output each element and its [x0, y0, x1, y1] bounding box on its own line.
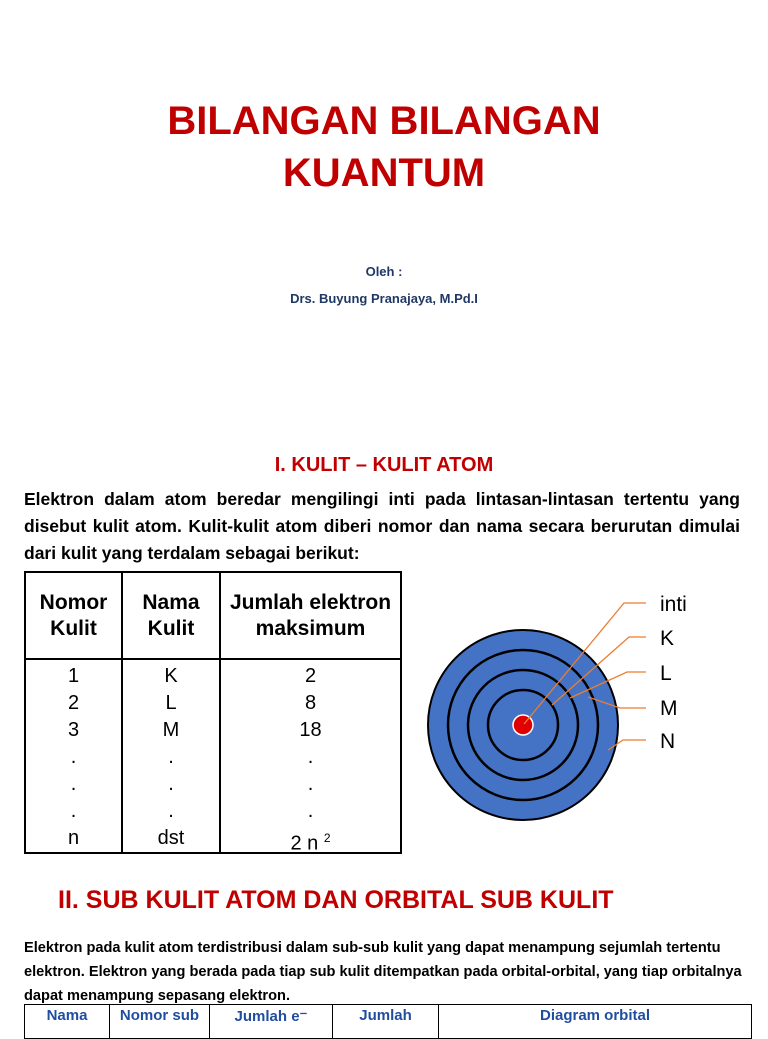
page-title-line1: BILANGAN BILANGAN [167, 99, 601, 143]
header-jumlah-elektron: Jumlah elektron maksimum [220, 572, 401, 659]
shell-table [24, 571, 402, 854]
header-nomor-kulit: Nomor Kulit [25, 572, 122, 659]
label-inti: inti [660, 593, 687, 616]
header-jumlah-e: Jumlah e⁻ [210, 1005, 333, 1039]
cell: . [307, 773, 314, 795]
author-by-label: Oleh : [365, 264, 403, 279]
header-nama-kulit: Nama Kulit [122, 572, 220, 659]
cell: dst [157, 827, 185, 849]
cell: . [307, 746, 314, 768]
cell: . [70, 746, 77, 768]
page-title-line2: KUANTUM [282, 151, 486, 195]
cell: . [168, 773, 174, 795]
author-name: Drs. Buyung Pranajaya, M.Pd.I [290, 291, 478, 306]
section1-heading: I. KULIT – KULIT ATOM [274, 454, 494, 476]
nucleus [513, 715, 533, 735]
cell: 3 [67, 719, 80, 741]
cell: . [168, 746, 174, 768]
cell: 18 [299, 719, 322, 741]
column-jumlah [220, 659, 401, 853]
section2-heading: II. SUB KULIT ATOM DAN ORBITAL SUB KULIT [58, 886, 614, 914]
shell-table-body [25, 659, 401, 853]
column-nomor [25, 659, 122, 853]
cell: K [164, 665, 178, 687]
header-jumlah: Jumlah [333, 1005, 439, 1039]
label-l: L [660, 662, 672, 685]
cell: L [165, 692, 177, 714]
column-nama [122, 659, 220, 853]
shell-table-header [25, 572, 401, 659]
cell: 1 [67, 665, 80, 687]
cell: n [67, 827, 80, 849]
cell: . [168, 800, 174, 822]
cell: M [162, 719, 180, 741]
formula-cell [221, 825, 400, 855]
section1-paragraph: Elektron dalam atom beredar mengilingi inti pada lintasan-lintasan tertentu yang disebut kulit atom. Kulit-kulit atom diberi nomor dan nama secara berurutan dimulai dari kulit yang terdalam sebagai berikut: [24, 489, 740, 563]
cell: 2 [304, 665, 317, 687]
cell: . [307, 800, 314, 822]
header-nama: Nama [25, 1005, 110, 1039]
cell: . [70, 773, 77, 795]
cell: 2 [67, 692, 80, 714]
cell: 8 [304, 692, 317, 714]
label-n: N [660, 730, 676, 753]
cell: . [70, 800, 77, 822]
formula-exponent: 2 [323, 831, 331, 845]
atom-diagram [420, 590, 720, 830]
subshell-table [24, 1004, 752, 1039]
section2-paragraph: Elektron pada kulit atom terdistribusi dalam sub-sub kulit yang dapat menampung sejumlah tertentu elektron. Elektron yang berada pada tiap sub kulit ditempatkan pada orbital-orbital, yang tiap orbitalnya dapat menampung sepasang elektron. [24, 940, 742, 1004]
formula-base: 2 n [290, 832, 319, 855]
header-diagram-orbital: Diagram orbital [439, 1005, 752, 1039]
label-k: K [660, 627, 675, 650]
label-m: M [660, 697, 678, 720]
subshell-table-header [25, 1005, 752, 1039]
header-nomor-sub: Nomor sub [110, 1005, 210, 1039]
